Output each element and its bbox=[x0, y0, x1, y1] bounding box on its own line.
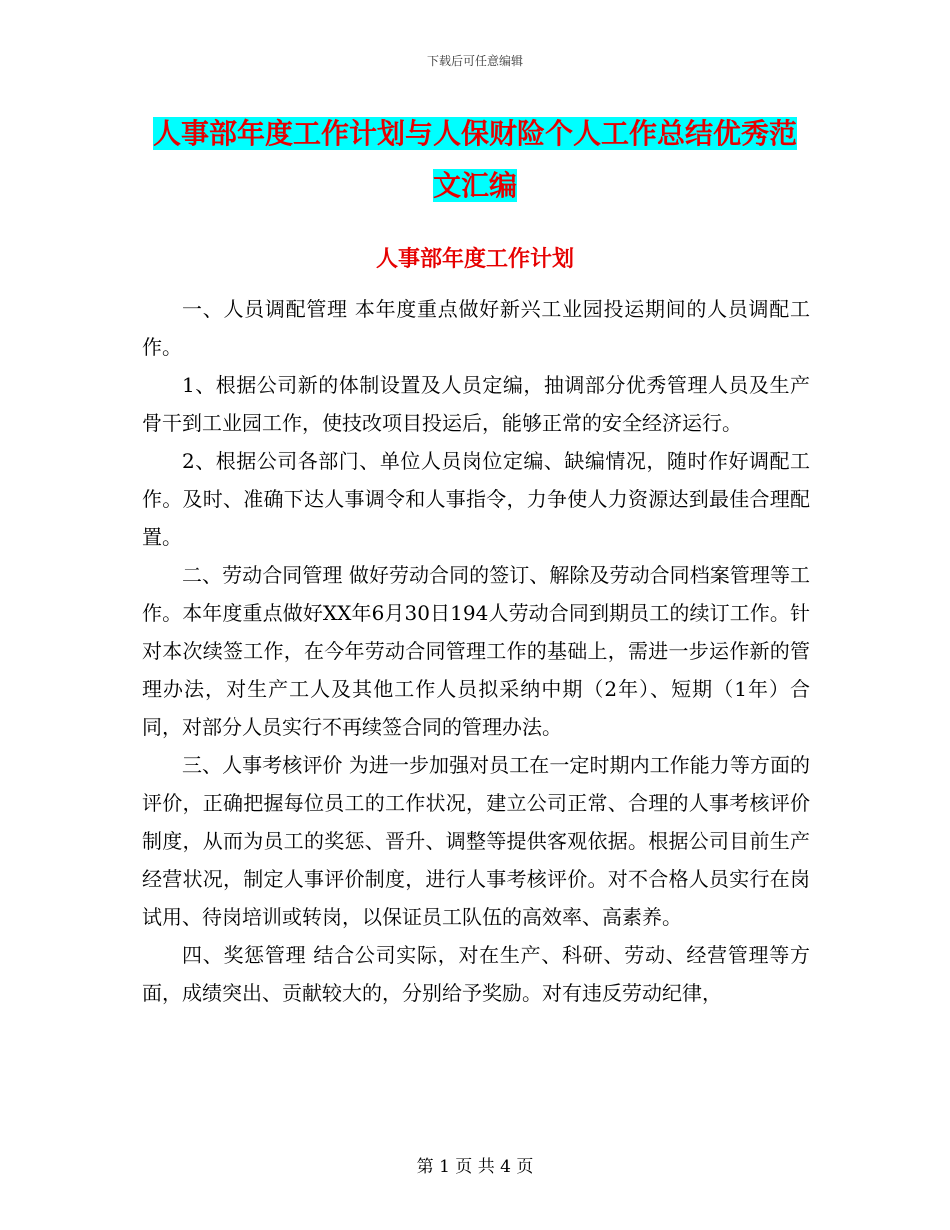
paragraph: 三、人事考核评价 为进一步加强对员工在一定时期内工作能力等方面的评价，正确把握每位员工的工作状况，建立公司正常、合理的人事考核评价制度，从而为员工的奖惩、晋升、调整等提供客观依据。根据公司目前生产经营状况，制定人事评价制度，进行人事考核评价。对不合格人员实行在岗试用、待岗培训或转岗，以保证员工队伍的高效率、高素养。 bbox=[142, 753, 810, 929]
header-note: 下载后可任意编辑 bbox=[426, 54, 523, 68]
section-title: 人事部年度工作计划 bbox=[375, 247, 574, 272]
paragraph: 1、根据公司新的体制设置及人员定编，抽调部分优秀管理人员及生产骨干到工业园工作，使技改项目投运后，能够正常的安全经济运行。 bbox=[142, 373, 810, 435]
document-title bbox=[140, 108, 810, 212]
paragraph: 一、人员调配管理 本年度重点做好新兴工业园投运期间的人员调配工作。 bbox=[142, 297, 810, 359]
paragraph: 2、根据公司各部门、单位人员岗位定编、缺编情况，随时作好调配工作。及时、准确下达人事调令和人事指令，力争使人力资源达到最佳合理配置。 bbox=[142, 449, 810, 549]
page-number-footer: 第 1 页 共 4 页 bbox=[416, 1157, 534, 1177]
document-title-text: 人事部年度工作计划与人保财险个人工作总结优秀范文汇编 bbox=[152, 117, 797, 202]
paragraph: 四、奖惩管理 结合公司实际，对在生产、科研、劳动、经营管理等方面，成绩突出、贡献较大的，分别给予奖励。对有违反劳动纪律， bbox=[142, 943, 810, 1005]
document-body bbox=[142, 290, 810, 1012]
paragraph: 二、劳动合同管理 做好劳动合同的签订、解除及劳动合同档案管理等工作。本年度重点做好XX年6月30日194人劳动合同到期员工的续订工作。针对本次续签工作，在今年劳动合同管理工作的基础上，需进一步运作新的管理办法，对生产工人及其他工作人员拟采纳中期（2年）、短期（1年）合同，对部分人员实行不再续签合同的管理办法。 bbox=[142, 563, 810, 739]
